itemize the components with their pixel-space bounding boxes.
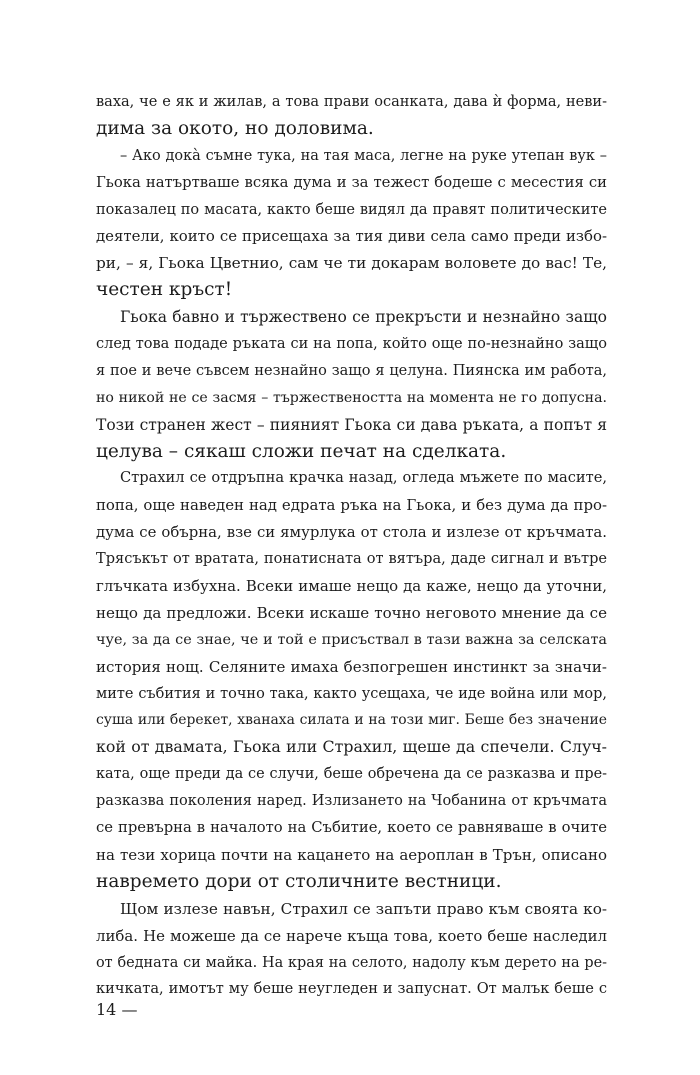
text-line: кичката, имотът му беше неугледен и запуснат. От малък беше с [96,980,607,998]
text-line: суша или берекет, хванаха силата и на този миг. Беше без значение [96,712,607,729]
text-line: кой от двамата, Гьока или Страхил, щеше да спечели. Случ- [96,737,607,757]
text-line: показалец по масата, както беше видял да правят политическите [96,201,607,218]
text-line: разказва поколения наред. Излизането на Чобанина от кръчмата [96,793,607,810]
text-line: мите събития и точно така, както усещаха, че иде война или мор, [96,685,607,702]
text-line: навремето дори от столичните вестници. [96,870,502,892]
text-line: попа, още наведен над едрата ръка на Гьока, и без дума да про- [96,496,607,515]
text-line: глъчката избухна. Всеки имаше нещо да каже, нещо да уточни, [96,577,607,596]
text-line: Този странен жест – пияният Гьока си дава ръката, а попът я [96,415,607,434]
text-line: ката, още преди да се случи, беше обречена да се разказва и пре- [96,766,607,783]
text-line: деятели, които се присещаха за тия диви села само преди избо- [96,227,607,246]
text-line: история нощ. Селяните имаха безпогрешен инстинкт за значи- [96,657,607,676]
text-line: Гьока бавно и тържествено се прекръсти и незнайно защо [120,308,607,327]
body-text [96,89,607,1003]
text-line: от бедната си майка. На края на селото, надолу към дерето на ре- [96,954,607,971]
text-line: се превърна в началото на Събитие, което се равняваше в очите [96,819,607,837]
text-line: дума се обърна, взе си ямурлука от стола и излезе от кръчмата. [96,523,607,542]
text-line: нещо да предложи. Всеки искаше точно неговото мнение да се [96,603,607,622]
text-line: – Ако докà съмне тука, на тая маса, легне на руке утепан вук – [120,147,607,164]
text-line: Щом излезе навън, Страхил се запъти право към своята ко- [120,899,607,918]
text-line: Трясъкът от вратата, понатисната от вятъра, даде сигнал и вътре [96,550,607,568]
text-line: чуе, за да се знае, че и той е присъствал в тази важна за селската [96,631,607,648]
text-line: Страхил се отдръпна крачка назад, огледа мъжете по масите, [120,469,607,487]
text-line: честен кръст! [96,279,233,301]
page-number: 14 — [96,1000,138,1019]
text-line: я пое и вече съвсем незнайно защо я целуна. Пиянска им работа, [96,362,607,379]
text-line: след това подаде ръката си на попа, който още по-незнайно защо [96,336,607,353]
text-line: либа. Не можеше да се нарече къща това, което беше наследил [96,926,607,945]
text-line: ваха, че е як и жилав, а това прави осанката, дава ѝ форма, неви- [96,94,607,110]
text-line: целува – сякаш сложи печат на сделката. [96,440,507,462]
text-line: Гьока натъртваше всяка дума и за тежест бодеше с месестия си [96,173,607,191]
text-line: дима за окото, но доловима. [96,117,374,139]
text-line: но никой не се засмя – тържествеността на момента не го допусна. [96,389,607,406]
text-line: ри, – я, Гьока Цветнио, сам че ти докарам воловете до вас! Те, [96,254,607,273]
text-line: на тези хорица почти на кацането на аероплан в Трън, описано [96,845,607,864]
